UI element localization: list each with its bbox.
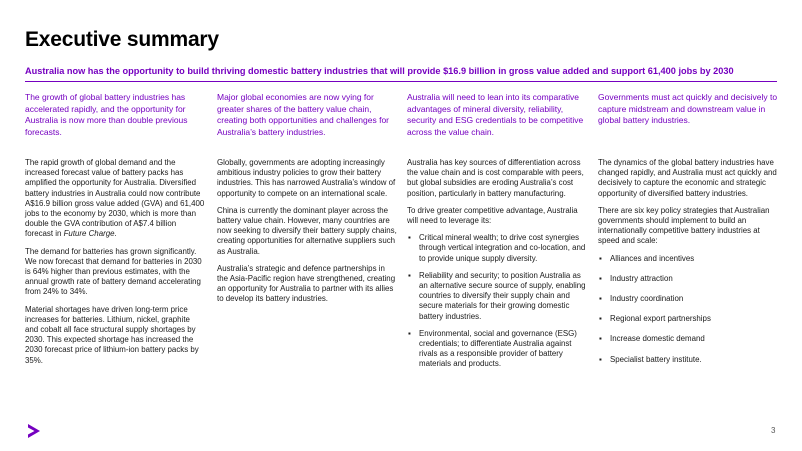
paragraph: The rapid growth of global demand and the increased forecast value of battery packs has amplified the opportunity for Australia. Diversified battery industries in Australia could now contribute A$16.9 billion gross value added (GVA) and 61,400 jobs to the economy by 2030, which is more than double the GVA contribution of A$7.4 billion forecast in Future Charge. (25, 158, 205, 239)
paragraph: Australia has key sources of differentiation across the value chain and is cost comparable with peers, but global subsidies are eroding Australia’s cost position, particularly in battery manufacturing. (407, 158, 584, 198)
column-government-action (598, 92, 778, 375)
column-body (407, 158, 587, 370)
list-item: ▪ Industry coordination (599, 294, 684, 304)
bullet-list (598, 254, 778, 365)
column-lead: Governments must act quickly and decisively to capture midstream and downstream value in global battery industries. (598, 92, 778, 125)
paragraph: Material shortages have driven long-term price increases for batteries. Lithium, nickel, graphite and cobalt all face structural supply shortages by 2030. This expected shortage has increased the 2030 forecast price of lithium-ion battery packs by 35%. (25, 304, 199, 365)
brand-chevron-icon (27, 423, 41, 439)
page-number: 3 (771, 426, 776, 435)
bullet-icon: ▪ (599, 334, 602, 344)
divider (25, 81, 777, 82)
column-lead: Australia will need to lean into its comparative advantages of mineral diversity, reliability, security and ESG credentials to be competitive across the value chain. (407, 92, 584, 137)
paragraph: Australia’s strategic and defence partnerships in the Asia-Pacific region have strengthened, creating an opportunity for Australia to partner with its allies to develop its battery industries. (217, 263, 396, 304)
bullet-icon: ▪ (599, 294, 602, 304)
list-item: ▪ Reliability and security; to position Australia as an alternative secure source of supply, enabling countries to diversify their supply chain and secure materials for their growing domestic battery industries. (408, 270, 586, 321)
bullet-icon: ▪ (599, 273, 602, 283)
column-body (598, 158, 778, 365)
list-item: ▪ Critical mineral wealth; to drive cost synergies through vertical integration and co-location, and to provide unique supply diversity. (408, 233, 586, 263)
bullet-icon: ▪ (599, 314, 602, 324)
column-body (217, 158, 397, 305)
column-growth (25, 92, 205, 373)
list-item: ▪ Specialist battery institute. (599, 354, 702, 364)
bullet-icon: ▪ (408, 270, 411, 280)
bullet-icon: ▪ (408, 233, 411, 243)
column-global-economies (217, 92, 397, 312)
paragraph: Globally, governments are adopting increasingly ambitious industry policies to grow their battery industries. This has narrowed Australia’s window of opportunity to compete on an international scale. (217, 158, 396, 198)
subtitle: Australia now has the opportunity to build thriving domestic battery industries that will provide $16.9 billion in gross value added and support 61,400 jobs by 2030 (25, 66, 734, 76)
paragraph: China is currently the dominant player across the battery value chain. However, many countries are now seeking to diversify their battery supply chains, creating opportunities for alternative suppliers such as Australia. (217, 205, 397, 256)
paragraph: There are six key policy strategies that Australian governments should implement to build an internationally competitive battery industries at speed and scale: (598, 205, 770, 246)
paragraph: The demand for batteries has grown significantly. We now forecast that demand for batteries in 2030 is 64% higher than previous estimates, with the annual growth rate of battery demand accelerating from 24% to 34%. (25, 246, 202, 297)
column-lead: Major global economies are now vying for greater shares of the battery value chain, creating both opportunities and challenges for Australia’s battery industries. (217, 92, 390, 137)
list-item: ▪ Alliances and incentives (599, 253, 695, 263)
paragraph: To drive greater competitive advantage, Australia will need to leverage its: (407, 205, 578, 226)
list-item: ▪ Environmental, social and governance (ESG) credentials; to differentiate Australia against rivals as a responsible provider of battery materials and products. (408, 328, 577, 369)
column-comparative-advantages (407, 92, 587, 377)
bullet-list (407, 233, 587, 369)
list-item: ▪ Industry attraction (599, 273, 673, 283)
bullet-icon: ▪ (599, 354, 602, 364)
paragraph: The dynamics of the global battery industries have changed rapidly, and Australia must act quickly and decisively to capture the economic and strategic opportunity of diversified battery industries. (598, 158, 777, 198)
column-lead: The growth of global battery industries has accelerated rapidly, and the opportunity for Australia is now more than double previous forecasts. (25, 92, 188, 137)
list-item: ▪ Regional export partnerships (599, 314, 711, 324)
bullet-icon: ▪ (408, 328, 411, 338)
column-body (25, 158, 205, 366)
page-title: Executive summary (25, 28, 219, 51)
list-item: ▪ Increase domestic demand (599, 334, 705, 344)
bullet-icon: ▪ (599, 253, 602, 263)
